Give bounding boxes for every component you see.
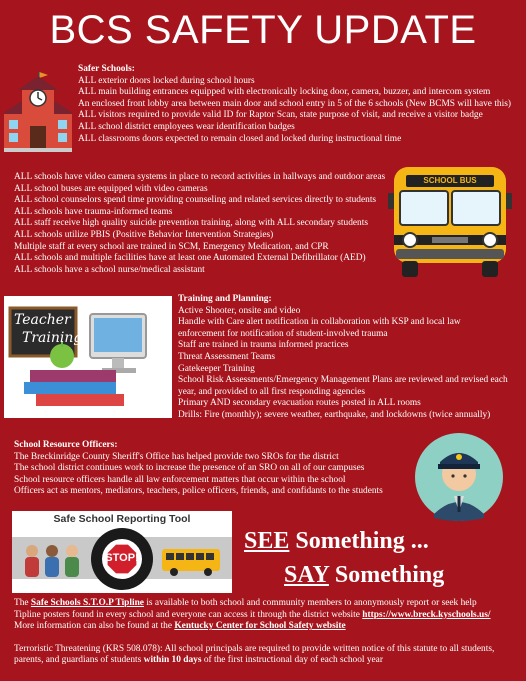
safer-schools-section [78, 64, 511, 145]
district-website-link[interactable]: https://www.breck.kyschools.us/ [362, 609, 491, 620]
text: The [14, 598, 31, 608]
see-something-heading [244, 528, 429, 555]
tipline-paragraph [14, 598, 494, 610]
say-word: SAY [284, 562, 329, 588]
chalkboard-text-line-2: Training [22, 330, 83, 346]
text: More information can also be found at the [14, 621, 175, 632]
stop-sign-text: STOP! [105, 552, 139, 564]
list-item: ALL school buses are equipped with video cameras [14, 183, 208, 194]
list-item: ALL schools have trauma-informed teams [14, 206, 173, 217]
list-item: ALL schools utilize PBIS (Positive Behavior Intervention Strategies) [14, 229, 274, 240]
reporting-tool-banner [12, 511, 232, 593]
list-item: Handle with Care alert notification in collaboration with KSP and local law [178, 317, 461, 328]
tipline-link[interactable]: Safe Schools S.T.O.P Tipline [30, 598, 144, 608]
notice-paragraph [14, 655, 494, 667]
see-rest: Something ... [289, 528, 429, 554]
list-item: Primary AND secondary evacuation routes posted in ALL rooms [178, 398, 421, 409]
list-item: ALL school counselors spend time providing counseling and related services directly to students [14, 195, 377, 206]
children-group-icon [20, 543, 86, 577]
say-something-heading [284, 562, 444, 589]
list-item: School resource officers handle all law enforcement matters that occur within the school [14, 474, 346, 485]
list-item: ALL schools have video camera systems in place to record activities in hallways and outdoor areas [14, 172, 386, 182]
text: Tipline posters found in every school and everyone can access it through the district website [14, 609, 363, 620]
general-safety-section [14, 172, 385, 276]
list-item: Threat Assessment Teams [178, 351, 276, 362]
list-item: enforcement for notification of student-involved trauma [178, 328, 388, 339]
see-word: SEE [244, 528, 290, 554]
sro-heading: School Resource Officers: [14, 440, 118, 450]
list-item: Active Shooter, onsite and video [178, 305, 301, 316]
list-item: ALL staff receive high quality suicide prevention training, along with ALL secondary students [14, 218, 368, 229]
terroristic-threatening-paragraph: Terroristic Threatening (KRS 508.078): All school principals are required to provide written notice of this statute to all students, [14, 643, 495, 654]
more-info-paragraph [14, 621, 494, 633]
list-item: ALL exterior doors locked during school hours [78, 75, 255, 86]
list-item: ALL schools and multiple facilities have at least one Automated External Defibrillator (AED) [14, 253, 366, 264]
school-building-icon [4, 70, 72, 152]
training-planning-section [178, 294, 508, 422]
training-heading: Training and Planning: [178, 294, 272, 304]
list-item: ALL main building entrances equipped with electronically locking door, camera, buzzer, and intercom system [78, 87, 491, 98]
list-item: ALL schools have a school nurse/medical assistant [14, 264, 205, 275]
footer-section [14, 598, 494, 667]
list-item: School Risk Assessments/Emergency Management Plans are reviewed and revised each [178, 375, 508, 386]
list-item: The school district continues work to increase the presence of an SRO on all of our campuses [14, 463, 365, 474]
text: of the first instructional day of each school year [201, 655, 383, 666]
page-title: BCS SAFETY UPDATE [49, 8, 477, 52]
sro-section [14, 440, 383, 498]
list-item: The Breckinridge County Sheriff's Office has helped provide two SROs for the district [14, 451, 339, 462]
school-bus-small-icon [162, 545, 224, 577]
tipline-poster-paragraph [14, 610, 494, 622]
say-rest: Something [328, 562, 445, 588]
list-item: Gatekeeper Training [178, 363, 255, 374]
kcss-website-link[interactable]: Kentucky Center for School Safety website [174, 621, 346, 632]
text: parents, and guardians of students [14, 655, 144, 666]
list-item: Drills: Fire (monthly); severe weather, earthquake, and lockdowns (twice annually) [178, 409, 491, 420]
safer-schools-heading: Safer Schools: [78, 64, 135, 74]
list-item: ALL school district employees wear identification badges [78, 121, 295, 132]
teacher-training-image [4, 296, 172, 418]
chalkboard-text-line-1: Teacher [14, 312, 71, 328]
list-item: ALL classrooms doors expected to remain closed and locked during instructional time [78, 133, 402, 144]
list-item: Staff are trained in trauma informed practices [178, 340, 349, 351]
bus-sign-label: SCHOOL BUS [423, 176, 477, 185]
list-item: year, and provided to all first responding agencies [178, 386, 366, 397]
list-item: Multiple staff at every school are trained in SCM, Emergency Medication, and CPR [14, 241, 329, 252]
list-item: An enclosed front lobby area between main door and school entry in 5 of the 6 schools (New BCMS will have this) [78, 98, 511, 109]
ten-days-emphasis: within 10 days [143, 655, 202, 666]
text: is available to both school and community members to anonymously report or seek help [143, 598, 477, 608]
police-officer-icon [414, 432, 504, 522]
list-item: ALL visitors required to provide valid ID for Raptor Scan, state purpose of visit, and receive a visitor badge [78, 110, 483, 121]
reporting-banner-title: Safe School Reporting Tool [53, 513, 191, 525]
list-item: Officers act as mentors, mediators, teachers, police officers, friends, and confidants to the students [14, 486, 383, 497]
